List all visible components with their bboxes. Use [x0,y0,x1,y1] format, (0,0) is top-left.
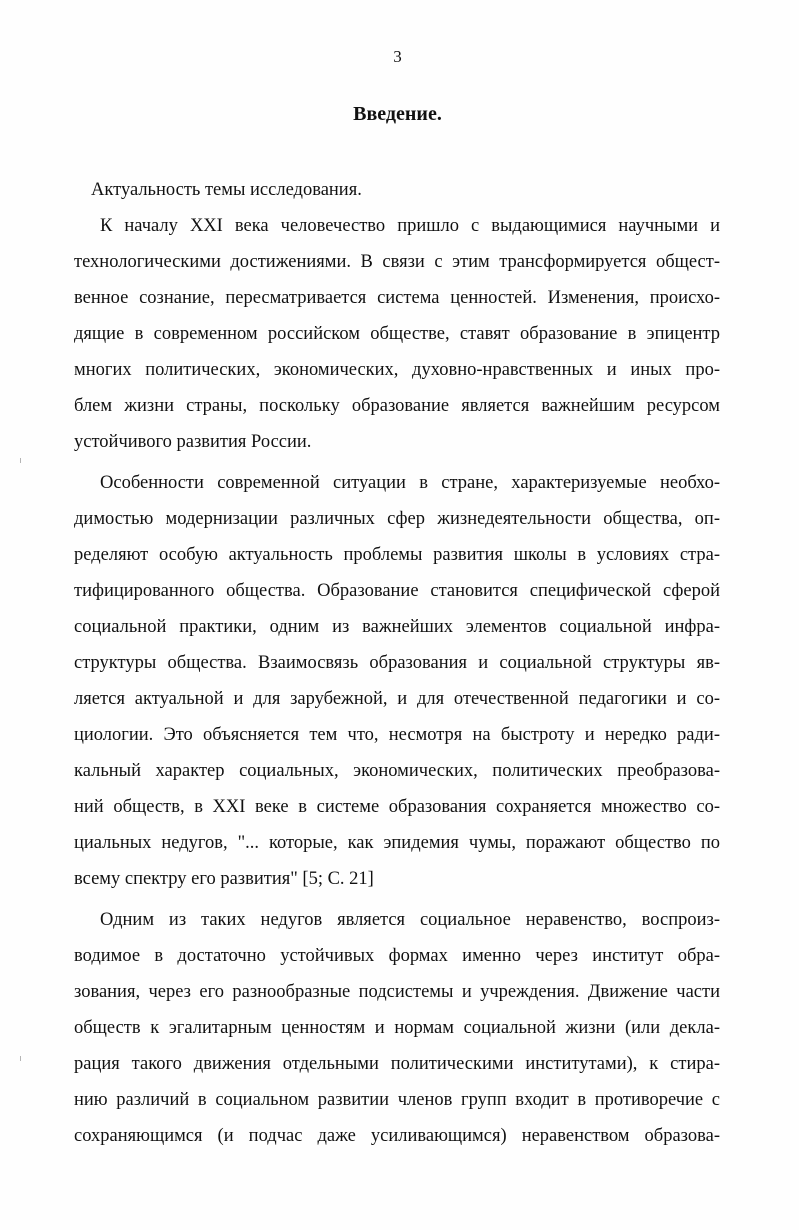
text-line: ределяют особую актуальность проблемы развития школы в условиях стра- [74,545,720,565]
paragraph-3 [74,902,720,1154]
text-line: структуры общества. Взаимосвязь образования и социальной структуры яв- [74,653,720,673]
text-line: ляется актуальной и для зарубежной, и для отечественной педагогики и со- [74,689,720,709]
text-line: рация такого движения отдельными политическими институтами), к стира- [74,1054,720,1074]
body-text [74,172,720,1154]
text-line: дящие в современном российском обществе, ставят образование в эпицентр [74,324,720,344]
text-line: Одним из таких недугов является социальное неравенство, воспроиз- [100,910,720,930]
paragraph-2 [74,465,720,897]
text-line: кальный характер социальных, экономических, политических преобразова- [74,761,720,781]
text-line: нию различий в социальном развитии членов групп входит в противоречие с [74,1090,720,1110]
text-line: циологии. Это объясняется тем что, несмотря на быстроту и нередко ради- [74,725,720,745]
scan-margin-mark [20,1056,21,1061]
text-line: сохраняющимся (и подчас даже усиливающимся) неравенством образова- [74,1126,720,1146]
text-line: технологическими достижениями. В связи с этим трансформируется общест- [74,252,720,272]
section-heading: Введение. [353,103,442,125]
text-line: устойчивого развития России. [74,432,312,452]
text-line: многих политических, экономических, духовно-нравственных и иных про- [74,360,720,380]
text-line: Особенности современной ситуации в стране, характеризуемые необхо- [100,473,720,493]
text-line: обществ к эгалитарным ценностям и нормам социальной жизни (или декла- [74,1018,720,1038]
text-line: тифицированного общества. Образование становится специфической сферой [74,581,720,601]
text-line: димостью модернизации различных сфер жизнедеятельности общества, оп- [74,509,720,529]
text-line: циальных недугов, "... которые, как эпидемия чумы, поражают общество по [74,833,720,853]
paragraph-1 [74,208,720,460]
text-line: К началу XXI века человечество пришло с выдающимися научными и [100,216,720,236]
text-line: социальной практики, одним из важнейших элементов социальной инфра- [74,617,720,637]
page-number: 3 [393,47,402,66]
text-line: ний обществ, в XXI веке в системе образования сохраняется множество со- [74,797,720,817]
topic-lead-line: Актуальность темы исследования. [91,180,362,200]
text-line: водимое в достаточно устойчивых формах именно через институт обра- [74,946,720,966]
text-line: всему спектру его развития" [5; С. 21] [74,869,374,889]
text-line: венное сознание, пересматривается система ценностей. Изменения, происхо- [74,288,720,308]
text-line: зования, через его разнообразные подсистемы и учреждения. Движение части [74,982,720,1002]
text-line: блем жизни страны, поскольку образование является важнейшим ресурсом [74,396,720,416]
scan-margin-mark [20,458,21,463]
